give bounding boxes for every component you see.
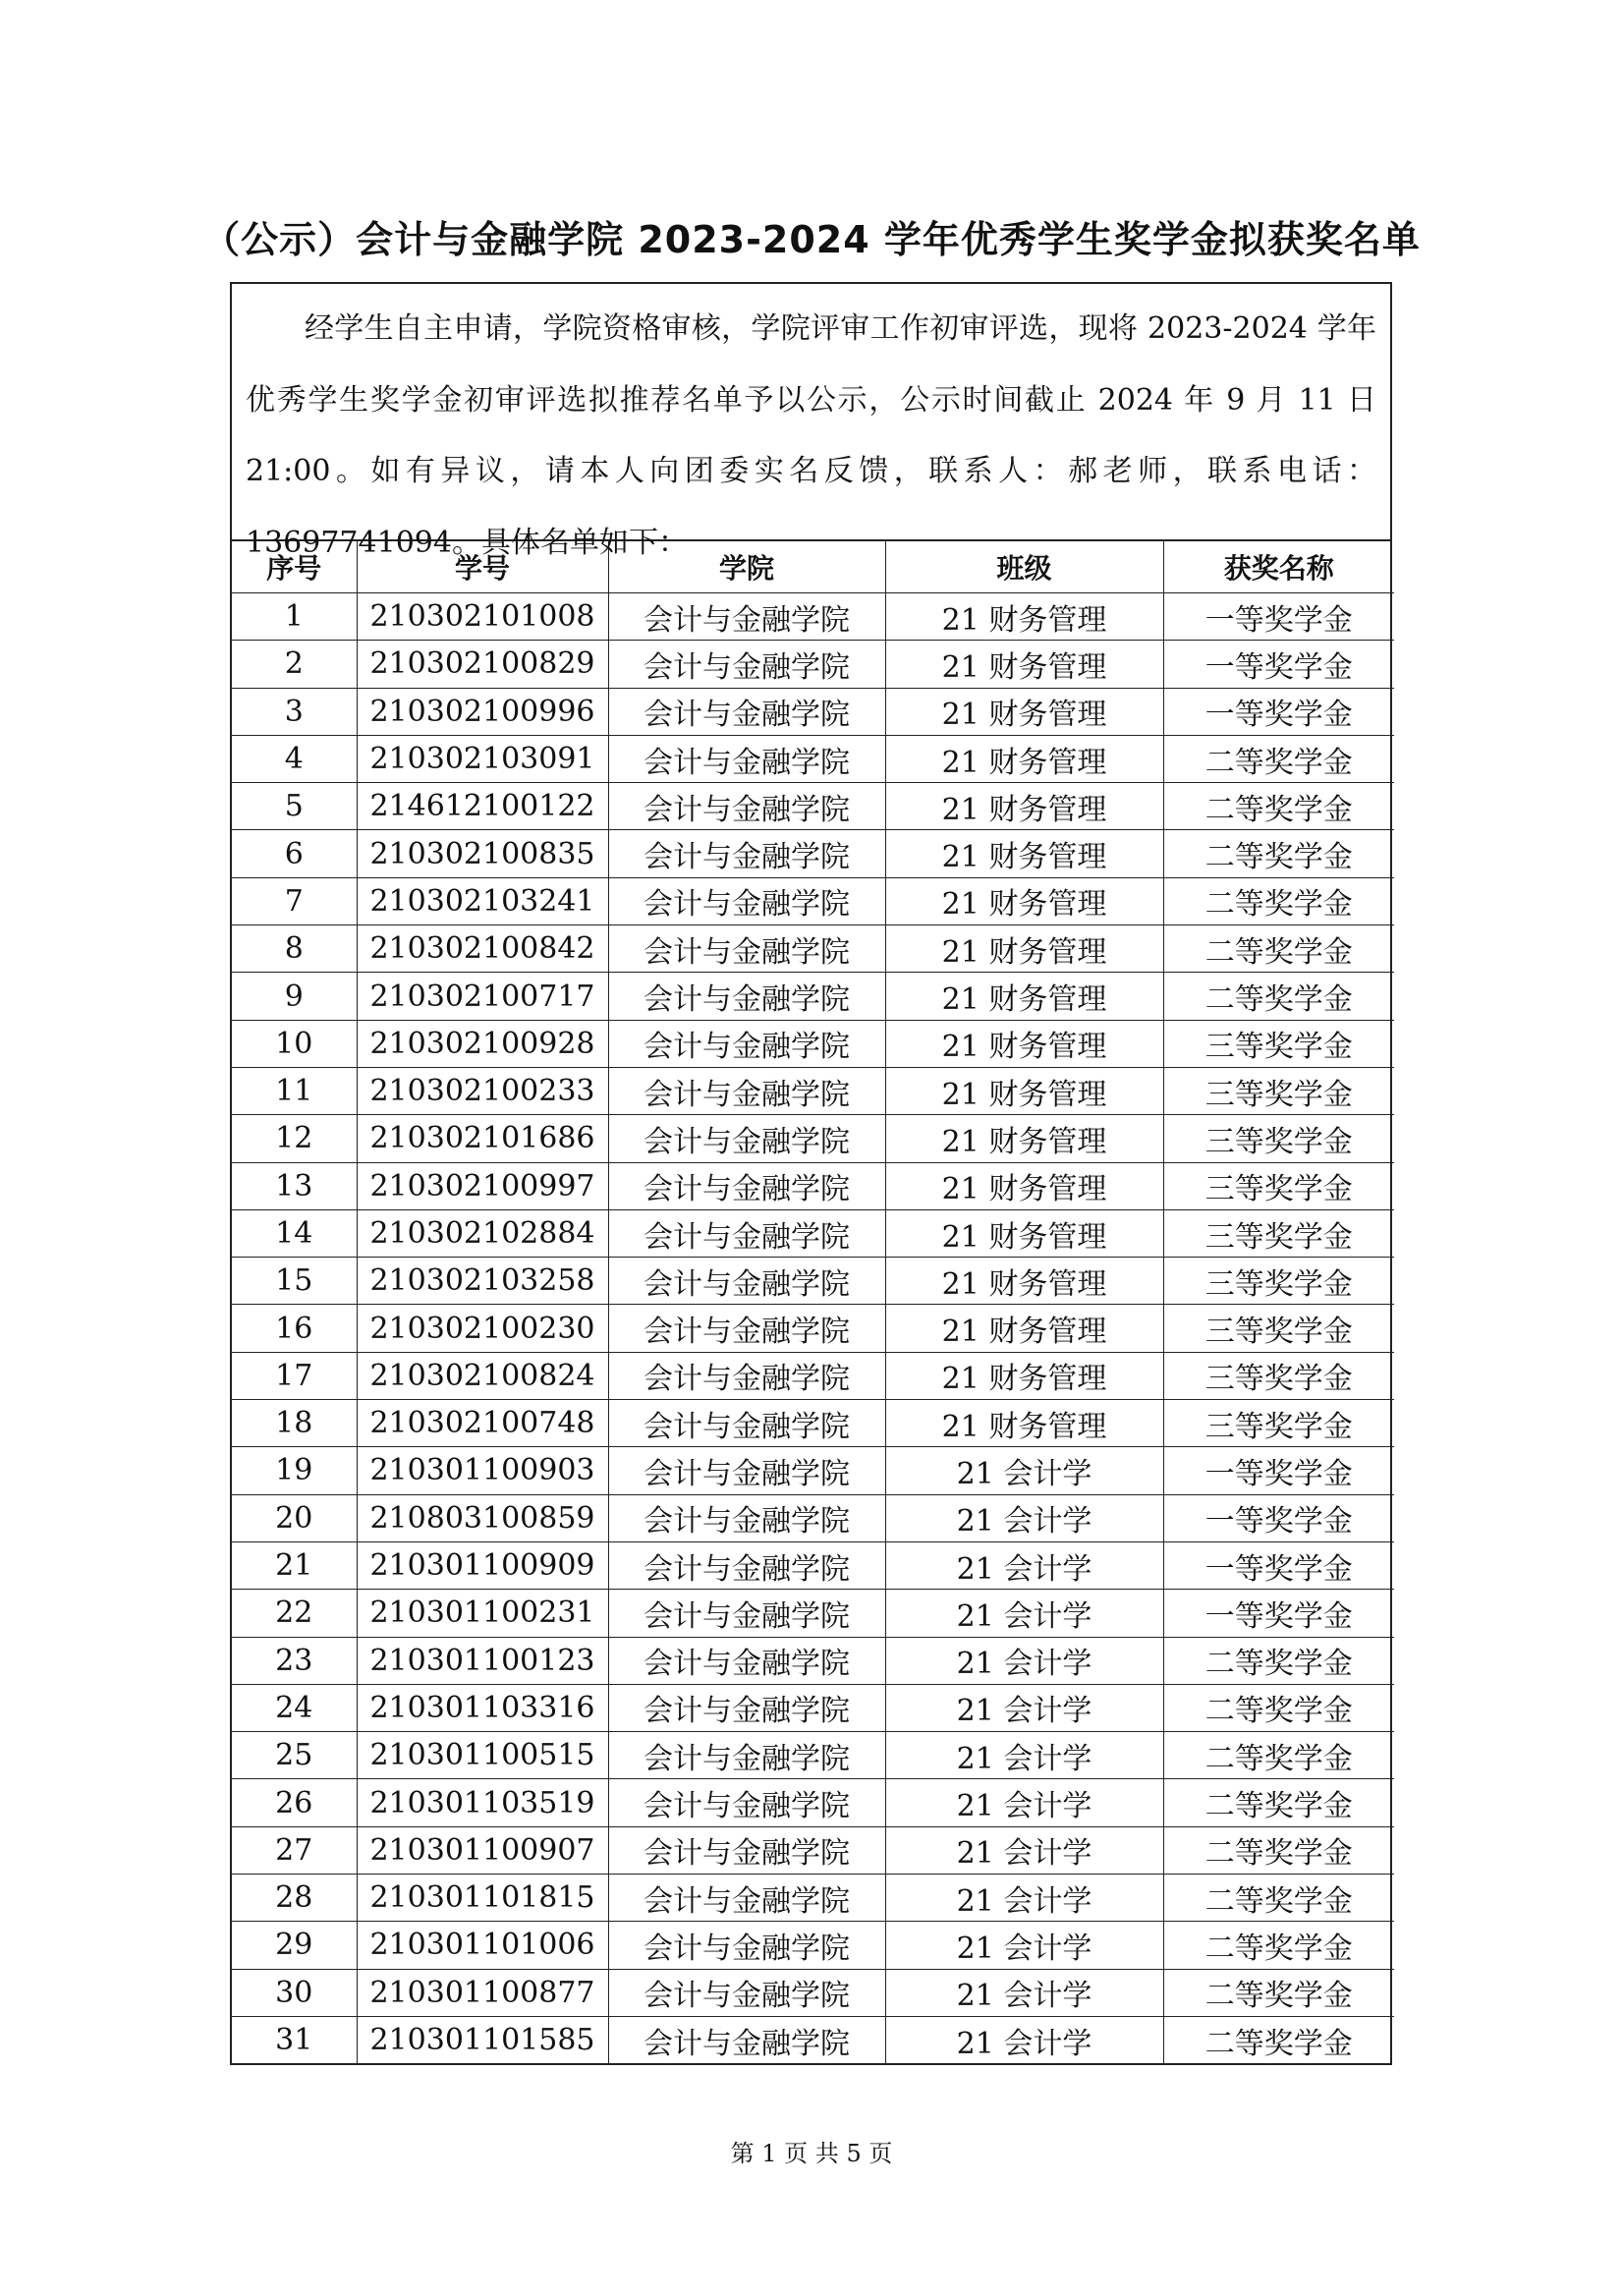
header-index: 序号 xyxy=(232,541,357,593)
cell-college: 会计与金融学院 xyxy=(608,1447,885,1494)
cell-class: 21 财务管理 xyxy=(885,593,1163,641)
table-row xyxy=(232,688,1394,735)
cell-class: 21 财务管理 xyxy=(885,688,1163,735)
cell-index: 16 xyxy=(232,1305,357,1352)
cell-student-id: 210301101585 xyxy=(357,2016,608,2063)
header-class: 班级 xyxy=(885,541,1163,593)
cell-class: 21 财务管理 xyxy=(885,1209,1163,1257)
cell-class: 21 财务管理 xyxy=(885,1400,1163,1447)
table-body xyxy=(232,593,1394,2064)
cell-class: 21 财务管理 xyxy=(885,1115,1163,1162)
table-row xyxy=(232,1352,1394,1399)
cell-college: 会计与金融学院 xyxy=(608,1541,885,1589)
cell-index: 19 xyxy=(232,1447,357,1494)
cell-college: 会计与金融学院 xyxy=(608,1637,885,1684)
cell-college: 会计与金融学院 xyxy=(608,593,885,641)
cell-college: 会计与金融学院 xyxy=(608,1922,885,1969)
table-row xyxy=(232,1826,1394,1874)
cell-student-id: 210302100835 xyxy=(357,830,608,877)
cell-award: 一等奖学金 xyxy=(1163,1541,1394,1589)
cell-class: 21 会计学 xyxy=(885,1969,1163,2016)
cell-index: 11 xyxy=(232,1067,357,1114)
cell-index: 26 xyxy=(232,1779,357,1826)
cell-college: 会计与金融学院 xyxy=(608,830,885,877)
table-row xyxy=(232,593,1394,641)
cell-index: 29 xyxy=(232,1922,357,1969)
cell-index: 22 xyxy=(232,1590,357,1637)
cell-award: 二等奖学金 xyxy=(1163,1684,1394,1731)
table-row xyxy=(232,1541,1394,1589)
cell-student-id: 210302102884 xyxy=(357,1209,608,1257)
cell-class: 21 财务管理 xyxy=(885,830,1163,877)
cell-college: 会计与金融学院 xyxy=(608,1352,885,1399)
cell-college: 会计与金融学院 xyxy=(608,1494,885,1541)
cell-award: 一等奖学金 xyxy=(1163,641,1394,688)
cell-index: 7 xyxy=(232,877,357,924)
cell-class: 21 财务管理 xyxy=(885,877,1163,924)
cell-class: 21 会计学 xyxy=(885,1779,1163,1826)
cell-class: 21 会计学 xyxy=(885,1732,1163,1779)
cell-index: 12 xyxy=(232,1115,357,1162)
cell-college: 会计与金融学院 xyxy=(608,735,885,782)
table-row xyxy=(232,1305,1394,1352)
table-row xyxy=(232,1209,1394,1257)
cell-index: 31 xyxy=(232,2016,357,2063)
table-row xyxy=(232,1590,1394,1637)
cell-award: 三等奖学金 xyxy=(1163,1258,1394,1305)
cell-index: 10 xyxy=(232,1020,357,1067)
cell-student-id: 210302100824 xyxy=(357,1352,608,1399)
cell-college: 会计与金融学院 xyxy=(608,641,885,688)
table-row xyxy=(232,1779,1394,1826)
cell-index: 6 xyxy=(232,830,357,877)
cell-class: 21 财务管理 xyxy=(885,1352,1163,1399)
cell-award: 一等奖学金 xyxy=(1163,688,1394,735)
cell-college: 会计与金融学院 xyxy=(608,973,885,1020)
cell-class: 21 财务管理 xyxy=(885,735,1163,782)
cell-index: 25 xyxy=(232,1732,357,1779)
cell-student-id: 210302103091 xyxy=(357,735,608,782)
cell-student-id: 210302100233 xyxy=(357,1067,608,1114)
cell-class: 21 财务管理 xyxy=(885,783,1163,830)
cell-award: 二等奖学金 xyxy=(1163,925,1394,973)
cell-class: 21 会计学 xyxy=(885,1541,1163,1589)
cell-student-id: 214612100122 xyxy=(357,783,608,830)
header-award: 获奖名称 xyxy=(1163,541,1394,593)
cell-student-id: 210302100928 xyxy=(357,1020,608,1067)
cell-student-id: 210302100829 xyxy=(357,641,608,688)
table-row xyxy=(232,1684,1394,1731)
cell-index: 18 xyxy=(232,1400,357,1447)
cell-student-id: 210302101008 xyxy=(357,593,608,641)
cell-award: 二等奖学金 xyxy=(1163,1875,1394,1922)
cell-class: 21 会计学 xyxy=(885,1922,1163,1969)
cell-class: 21 财务管理 xyxy=(885,1162,1163,1209)
table-row xyxy=(232,1637,1394,1684)
cell-class: 21 财务管理 xyxy=(885,641,1163,688)
cell-index: 4 xyxy=(232,735,357,782)
table-row xyxy=(232,1447,1394,1494)
cell-award: 二等奖学金 xyxy=(1163,973,1394,1020)
table-row xyxy=(232,1115,1394,1162)
cell-index: 30 xyxy=(232,1969,357,2016)
page-footer: 第 1 页 共 5 页 xyxy=(730,2140,893,2167)
cell-award: 三等奖学金 xyxy=(1163,1305,1394,1352)
cell-college: 会计与金融学院 xyxy=(608,1020,885,1067)
table-row xyxy=(232,1067,1394,1114)
cell-index: 23 xyxy=(232,1637,357,1684)
cell-index: 28 xyxy=(232,1875,357,1922)
table-row xyxy=(232,1494,1394,1541)
cell-award: 一等奖学金 xyxy=(1163,1590,1394,1637)
cell-student-id: 210301103519 xyxy=(357,1779,608,1826)
table-row xyxy=(232,1162,1394,1209)
cell-index: 3 xyxy=(232,688,357,735)
cell-student-id: 210302103258 xyxy=(357,1258,608,1305)
table-row xyxy=(232,641,1394,688)
table-row xyxy=(232,925,1394,973)
cell-college: 会计与金融学院 xyxy=(608,1875,885,1922)
cell-award: 三等奖学金 xyxy=(1163,1020,1394,1067)
award-table xyxy=(232,541,1394,2063)
cell-student-id: 210803100859 xyxy=(357,1494,608,1541)
cell-award: 三等奖学金 xyxy=(1163,1209,1394,1257)
table-row xyxy=(232,1969,1394,2016)
cell-award: 二等奖学金 xyxy=(1163,830,1394,877)
cell-award: 二等奖学金 xyxy=(1163,1969,1394,2016)
cell-award: 二等奖学金 xyxy=(1163,1637,1394,1684)
table-row xyxy=(232,1258,1394,1305)
cell-student-id: 210301100231 xyxy=(357,1590,608,1637)
cell-class: 21 财务管理 xyxy=(885,1305,1163,1352)
cell-college: 会计与金融学院 xyxy=(608,688,885,735)
intro-paragraph: 经学生自主申请，学院资格审核，学院评审工作初审评选，现将 2023-2024 学年优秀学生奖学金初审评选拟推荐名单予以公示，公示时间截止 2024 年 9 月 11 日 21:00。如有异议，请本人向团委实名反馈，联系人：郝老师，联系电话：13697741094。具体名单如下： xyxy=(232,284,1390,541)
cell-award: 一等奖学金 xyxy=(1163,1494,1394,1541)
cell-student-id: 210301100123 xyxy=(357,1637,608,1684)
cell-class: 21 会计学 xyxy=(885,2016,1163,2063)
cell-award: 二等奖学金 xyxy=(1163,1732,1394,1779)
cell-college: 会计与金融学院 xyxy=(608,1115,885,1162)
page-title: （公示）会计与金融学院 2023-2024 学年优秀学生奖学金拟获奖名单 xyxy=(202,218,1421,261)
table-row xyxy=(232,877,1394,924)
cell-student-id: 210302100230 xyxy=(357,1305,608,1352)
cell-index: 20 xyxy=(232,1494,357,1541)
cell-award: 三等奖学金 xyxy=(1163,1115,1394,1162)
cell-student-id: 210301101815 xyxy=(357,1875,608,1922)
cell-college: 会计与金融学院 xyxy=(608,1067,885,1114)
cell-college: 会计与金融学院 xyxy=(608,2016,885,2063)
cell-award: 三等奖学金 xyxy=(1163,1352,1394,1399)
table-row xyxy=(232,830,1394,877)
cell-college: 会计与金融学院 xyxy=(608,1305,885,1352)
cell-index: 9 xyxy=(232,973,357,1020)
cell-award: 三等奖学金 xyxy=(1163,1400,1394,1447)
cell-index: 5 xyxy=(232,783,357,830)
cell-college: 会计与金融学院 xyxy=(608,1779,885,1826)
cell-student-id: 210302100842 xyxy=(357,925,608,973)
cell-class: 21 会计学 xyxy=(885,1590,1163,1637)
document-box xyxy=(230,282,1392,2065)
cell-student-id: 210302100748 xyxy=(357,1400,608,1447)
cell-index: 24 xyxy=(232,1684,357,1731)
cell-class: 21 财务管理 xyxy=(885,1258,1163,1305)
cell-student-id: 210302100717 xyxy=(357,973,608,1020)
cell-college: 会计与金融学院 xyxy=(608,877,885,924)
cell-student-id: 210301101006 xyxy=(357,1922,608,1969)
table-row xyxy=(232,1875,1394,1922)
cell-class: 21 财务管理 xyxy=(885,1067,1163,1114)
cell-college: 会计与金融学院 xyxy=(608,1590,885,1637)
cell-award: 二等奖学金 xyxy=(1163,1779,1394,1826)
cell-index: 14 xyxy=(232,1209,357,1257)
cell-award: 二等奖学金 xyxy=(1163,877,1394,924)
table-row xyxy=(232,735,1394,782)
cell-college: 会计与金融学院 xyxy=(608,1732,885,1779)
cell-index: 13 xyxy=(232,1162,357,1209)
cell-class: 21 会计学 xyxy=(885,1875,1163,1922)
table-row xyxy=(232,1020,1394,1067)
cell-class: 21 会计学 xyxy=(885,1637,1163,1684)
cell-class: 21 会计学 xyxy=(885,1447,1163,1494)
cell-student-id: 210301103316 xyxy=(357,1684,608,1731)
cell-index: 15 xyxy=(232,1258,357,1305)
cell-index: 21 xyxy=(232,1541,357,1589)
cell-award: 一等奖学金 xyxy=(1163,593,1394,641)
table-row xyxy=(232,1922,1394,1969)
cell-index: 27 xyxy=(232,1826,357,1874)
cell-award: 二等奖学金 xyxy=(1163,735,1394,782)
cell-student-id: 210301100877 xyxy=(357,1969,608,2016)
cell-index: 1 xyxy=(232,593,357,641)
cell-student-id: 210301100903 xyxy=(357,1447,608,1494)
cell-student-id: 210301100909 xyxy=(357,1541,608,1589)
cell-college: 会计与金融学院 xyxy=(608,1400,885,1447)
header-student-id: 学号 xyxy=(357,541,608,593)
cell-college: 会计与金融学院 xyxy=(608,1684,885,1731)
cell-class: 21 财务管理 xyxy=(885,1020,1163,1067)
cell-class: 21 财务管理 xyxy=(885,925,1163,973)
cell-class: 21 财务管理 xyxy=(885,973,1163,1020)
cell-college: 会计与金融学院 xyxy=(608,1209,885,1257)
cell-college: 会计与金融学院 xyxy=(608,1258,885,1305)
cell-college: 会计与金融学院 xyxy=(608,1969,885,2016)
cell-award: 一等奖学金 xyxy=(1163,1447,1394,1494)
cell-student-id: 210302103241 xyxy=(357,877,608,924)
table-row xyxy=(232,1400,1394,1447)
header-college: 学院 xyxy=(608,541,885,593)
table-row xyxy=(232,2016,1394,2063)
cell-student-id: 210301100907 xyxy=(357,1826,608,1874)
cell-award: 三等奖学金 xyxy=(1163,1067,1394,1114)
table-row xyxy=(232,783,1394,830)
cell-college: 会计与金融学院 xyxy=(608,925,885,973)
cell-college: 会计与金融学院 xyxy=(608,783,885,830)
cell-index: 17 xyxy=(232,1352,357,1399)
cell-index: 8 xyxy=(232,925,357,973)
cell-student-id: 210301100515 xyxy=(357,1732,608,1779)
cell-award: 二等奖学金 xyxy=(1163,783,1394,830)
table-row xyxy=(232,1732,1394,1779)
cell-student-id: 210302100997 xyxy=(357,1162,608,1209)
cell-student-id: 210302101686 xyxy=(357,1115,608,1162)
cell-award: 二等奖学金 xyxy=(1163,1826,1394,1874)
cell-class: 21 会计学 xyxy=(885,1826,1163,1874)
cell-college: 会计与金融学院 xyxy=(608,1826,885,1874)
table-row xyxy=(232,973,1394,1020)
cell-class: 21 会计学 xyxy=(885,1494,1163,1541)
cell-award: 二等奖学金 xyxy=(1163,2016,1394,2063)
cell-student-id: 210302100996 xyxy=(357,688,608,735)
cell-class: 21 会计学 xyxy=(885,1684,1163,1731)
cell-award: 三等奖学金 xyxy=(1163,1162,1394,1209)
cell-college: 会计与金融学院 xyxy=(608,1162,885,1209)
cell-award: 二等奖学金 xyxy=(1163,1922,1394,1969)
cell-index: 2 xyxy=(232,641,357,688)
